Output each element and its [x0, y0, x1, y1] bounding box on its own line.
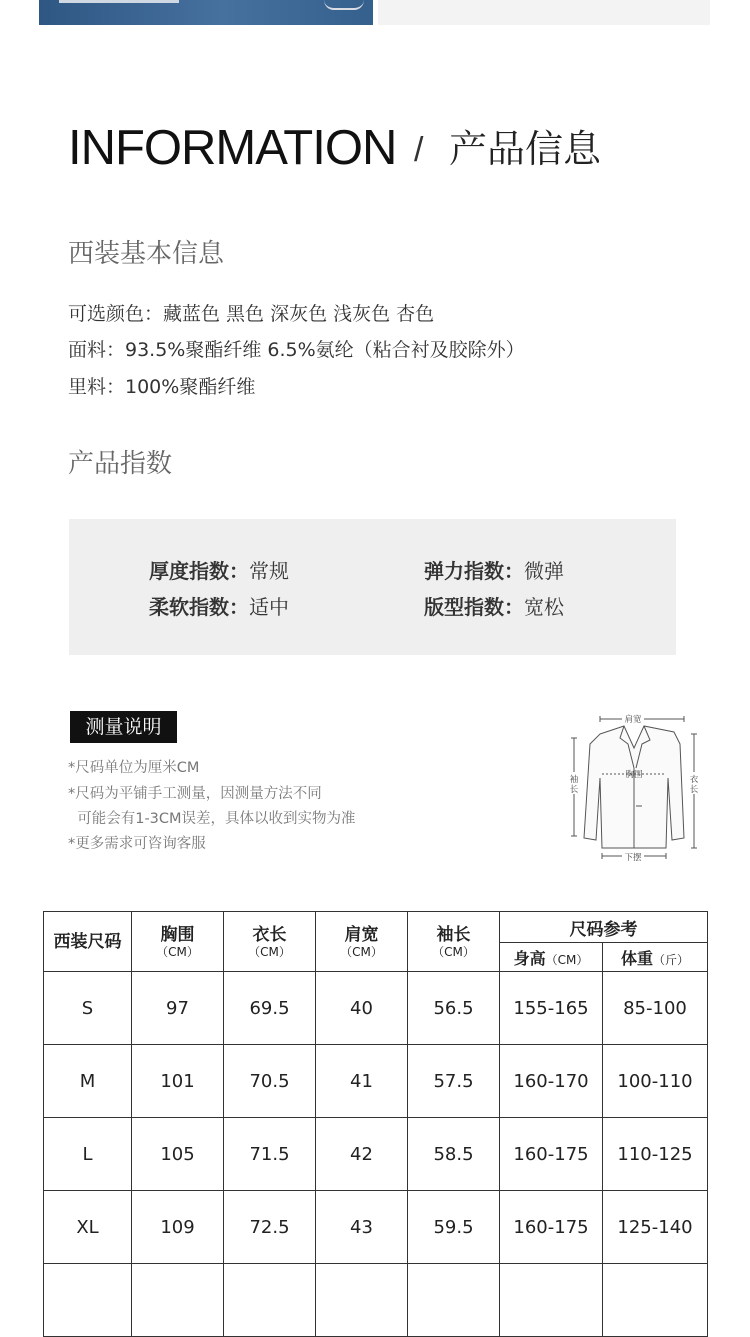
thickness-index: 厚度指数：常规 [149, 559, 289, 583]
table-row-cropped [44, 1264, 708, 1337]
diagram-sleeve-label-1: 袖 [569, 775, 579, 785]
header-size: 西装尺码 [44, 912, 132, 972]
table-row [44, 972, 708, 1045]
cell-empty [500, 1264, 603, 1337]
header-shoulder: 肩宽 （CM） [316, 912, 408, 972]
cell-chest: 109 [132, 1191, 224, 1264]
product-index-panel [69, 519, 676, 655]
product-index-heading: 产品指数 [68, 449, 173, 479]
cell-empty [316, 1264, 408, 1337]
page-title-english: INFORMATION [68, 121, 397, 175]
cell-height: 160-175 [500, 1191, 603, 1264]
cell-height: 160-175 [500, 1118, 603, 1191]
note-error: 可能会有1-3CM误差，具体以收到实物为准 [68, 811, 356, 827]
header-chest: 胸围 （CM） [132, 912, 224, 972]
cell-shoulder: 42 [316, 1118, 408, 1191]
cell-weight: 125-140 [603, 1191, 708, 1264]
cell-length: 70.5 [224, 1045, 316, 1118]
cell-empty [132, 1264, 224, 1337]
cell-size: XL [44, 1191, 132, 1264]
cell-sleeve: 56.5 [408, 972, 500, 1045]
diagram-length-label-1: 衣 [689, 775, 699, 785]
cell-empty [408, 1264, 500, 1337]
cell-shoulder: 40 [316, 972, 408, 1045]
page-title-chinese: 产品信息 [449, 127, 602, 171]
suit-measure-diagram [562, 708, 712, 868]
table-row [44, 1118, 708, 1191]
cell-sleeve: 58.5 [408, 1118, 500, 1191]
product-photo-left [39, 0, 373, 25]
cell-shoulder: 41 [316, 1045, 408, 1118]
header-length: 衣长 （CM） [224, 912, 316, 972]
table-row [44, 1045, 708, 1118]
cell-size: L [44, 1118, 132, 1191]
diagram-hem-label: 下摆 [624, 853, 642, 863]
cell-chest: 101 [132, 1045, 224, 1118]
header-height: 身高（CM） [500, 943, 603, 972]
diagram-sleeve-label-2: 长 [569, 785, 579, 795]
cell-sleeve: 59.5 [408, 1191, 500, 1264]
table-row [44, 1191, 708, 1264]
lining-line: 里料：100%聚酯纤维 [68, 376, 256, 398]
fit-index: 版型指数：宽松 [424, 595, 564, 619]
cell-size: S [44, 972, 132, 1045]
fabric-line: 面料：93.5%聚酯纤维 6.5%氨纶（粘合衬及胶除外） [68, 339, 525, 361]
softness-index: 柔软指数：适中 [149, 595, 289, 619]
cell-height: 155-165 [500, 972, 603, 1045]
note-method: *尺码为平铺手工测量，因测量方法不同 [68, 786, 322, 802]
cell-empty [44, 1264, 132, 1337]
cell-weight: 100-110 [603, 1045, 708, 1118]
cell-size: M [44, 1045, 132, 1118]
basic-info-heading: 西装基本信息 [68, 239, 225, 269]
cell-chest: 105 [132, 1118, 224, 1191]
header-weight: 体重（斤） [603, 943, 708, 972]
header-size-reference: 尺码参考 [500, 912, 708, 943]
elasticity-index: 弹力指数：微弹 [424, 559, 564, 583]
diagram-chest-label: 胸围 [625, 770, 643, 780]
color-options-line: 可选颜色：藏蓝色 黑色 深灰色 浅灰色 杏色 [68, 303, 435, 325]
cell-sleeve: 57.5 [408, 1045, 500, 1118]
cell-empty [224, 1264, 316, 1337]
cell-empty [603, 1264, 708, 1337]
note-contact: *更多需求可咨询客服 [68, 836, 206, 852]
diagram-shoulder-label: 肩宽 [624, 715, 642, 725]
cell-weight: 110-125 [603, 1118, 708, 1191]
note-unit: *尺码单位为厘米CM [68, 760, 200, 776]
cell-length: 69.5 [224, 972, 316, 1045]
measure-badge: 测量说明 [70, 711, 177, 743]
product-photo-right [378, 0, 710, 25]
cell-shoulder: 43 [316, 1191, 408, 1264]
cell-chest: 97 [132, 972, 224, 1045]
size-chart-table [43, 911, 708, 1337]
header-sleeve: 袖长 （CM） [408, 912, 500, 972]
cell-weight: 85-100 [603, 972, 708, 1045]
diagram-length-label-2: 长 [689, 785, 699, 795]
cell-length: 71.5 [224, 1118, 316, 1191]
title-separator: / [414, 131, 424, 169]
cell-height: 160-170 [500, 1045, 603, 1118]
cell-length: 72.5 [224, 1191, 316, 1264]
